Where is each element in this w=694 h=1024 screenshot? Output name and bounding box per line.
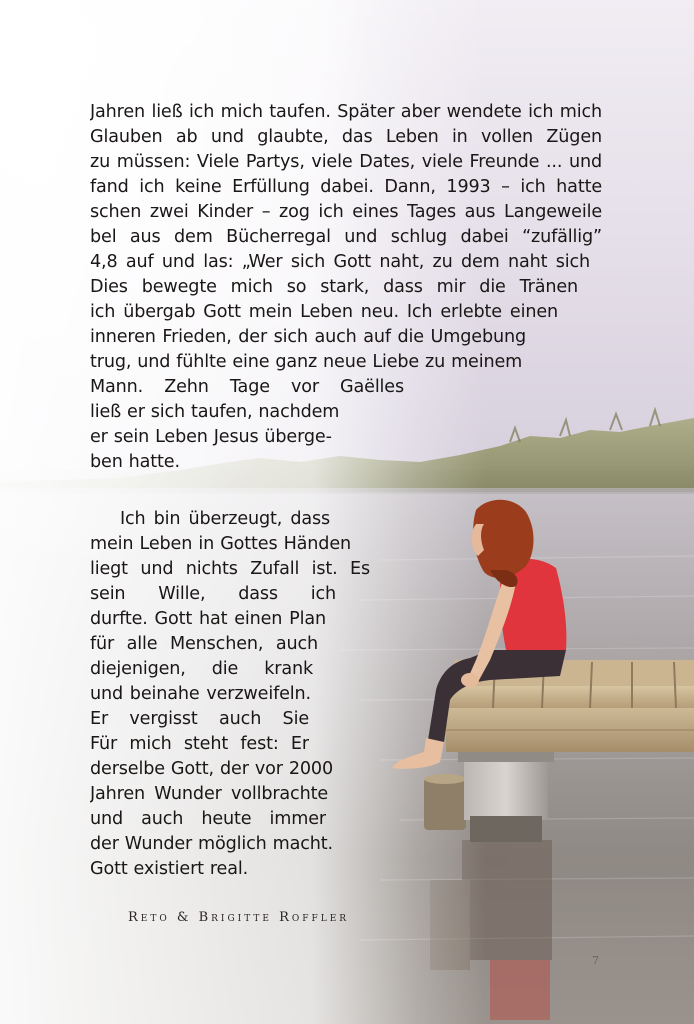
text-line: Er vergisst auch Sie [90, 709, 309, 729]
text-line: liegt und nichts Zufall ist. Es [90, 559, 370, 579]
text-line: zu müssen: Viele Partys, viele Dates, viele Freunde ... und [90, 152, 602, 172]
text-line: durfte. Gott hat einen Plan [90, 609, 326, 629]
text-line: bel aus dem Bücherregal und schlug dabei “zufällig” [90, 227, 602, 247]
text-line: Glauben ab und glaubte, das Leben in vollen Zügen [90, 127, 602, 147]
text-line: für alle Menschen, auch [90, 634, 318, 654]
text-line: sein Wille, dass ich [90, 584, 336, 604]
text-line: fand ich keine Erfüllung dabei. Dann, 1993 – ich hatte [90, 177, 602, 197]
text-line: Ich bin überzeugt, dass [120, 509, 330, 529]
text-line: Jahren Wunder vollbrachte [90, 784, 328, 804]
text-line: schen zwei Kinder – zog ich eines Tages aus Langeweile [90, 202, 602, 222]
text-line: Mann. Zehn Tage vor Gaëlles [90, 377, 404, 397]
text-line: der Wunder möglich macht. [90, 834, 333, 854]
text-line: und auch heute immer [90, 809, 326, 829]
text-line: Für mich steht fest: Er [90, 734, 309, 754]
text-line: Dies bewegte mich so stark, dass mir die Tränen [90, 277, 578, 297]
text-line: trug, und fühlte eine ganz neue Liebe zu meinem [90, 352, 523, 372]
text-line: derselbe Gott, der vor 2000 [90, 759, 333, 779]
author-signature: Reto & Brigitte Roffler [128, 910, 350, 925]
text-line: mein Leben in Gottes Händen [90, 534, 351, 554]
text-line: inneren Frieden, der sich auch auf die Umgebung [90, 327, 526, 347]
text-line: 4,8 auf und las: „Wer sich Gott naht, zu dem naht sich [90, 252, 590, 272]
text-line: diejenigen, die krank [90, 659, 313, 679]
text-line: Jahren ließ ich mich taufen. Später aber wendete ich mich [90, 102, 602, 122]
page-number: 7 [592, 954, 599, 967]
text-line: ben hatte. [90, 452, 180, 472]
text-line: er sein Leben Jesus überge- [90, 427, 332, 447]
text-line: ich übergab Gott mein Leben neu. Ich erlebte einen [90, 302, 558, 322]
text-line: ließ er sich taufen, nachdem [90, 402, 340, 422]
text-line: und beinahe verzweifeln. [90, 684, 311, 704]
text-line: Gott existiert real. [90, 859, 249, 879]
